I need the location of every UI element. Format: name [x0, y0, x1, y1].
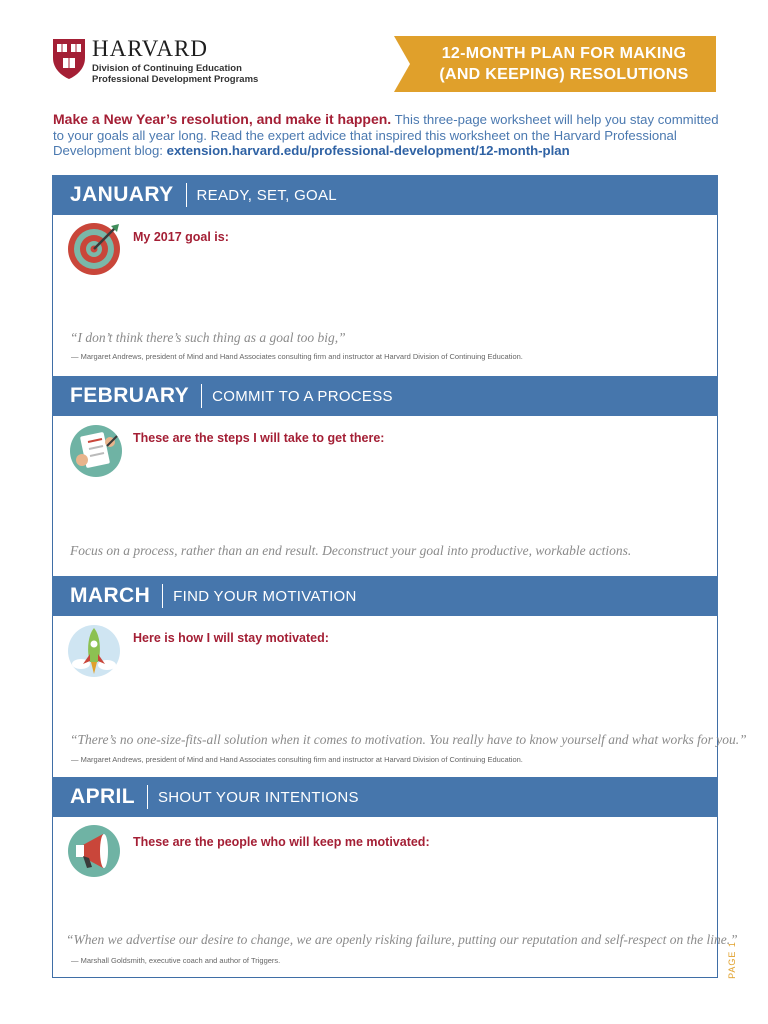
march-attribution: — Margaret Andrews, president of Mind and Hand Associates consulting firm and instructor at Harvard Division of Continuing Education. — [71, 755, 523, 764]
motivation-prompt: Here is how I will stay motivated: — [133, 631, 329, 645]
month-divider — [162, 584, 163, 608]
month-header-january — [52, 175, 718, 215]
intro-body: This three-page worksheet will help you stay committed to your goals all year long. Read the expert advice that inspired this worksheet on the Harvard Professional Development blog: — [53, 112, 719, 158]
banner-notch — [394, 36, 410, 92]
logo-subtitle-2: Professional Development Programs — [92, 74, 259, 85]
month-header-april — [52, 777, 718, 817]
goal-prompt: My 2017 goal is: — [133, 230, 229, 244]
month-divider — [186, 183, 187, 207]
month-header-february — [52, 376, 718, 416]
checklist-icon — [69, 424, 123, 478]
month-divider — [201, 384, 202, 408]
intro-lead: Make a New Year’s resolution, and make it happen. — [53, 111, 392, 127]
february-quote: Focus on a process, rather than an end result. Deconstruct your goal into productive, workable actions. — [70, 543, 632, 558]
january-attribution: — Margaret Andrews, president of Mind and Hand Associates consulting firm and instructor at Harvard Division of Continuing Education. — [71, 352, 523, 361]
people-prompt: These are the people who will keep me motivated: — [133, 835, 430, 849]
rocket-icon — [67, 624, 121, 678]
blog-link[interactable]: extension.harvard.edu/professional-development/12-month-plan — [166, 143, 570, 158]
month-name: JANUARY — [70, 183, 174, 206]
target-icon — [67, 222, 121, 276]
page-number — [724, 941, 738, 980]
month-name: FEBRUARY — [70, 384, 190, 407]
steps-prompt: These are the steps I will take to get there: — [133, 431, 385, 445]
january-quote: “I don’t think there’s such thing as a goal too big,” — [70, 330, 346, 345]
logo-name: HARVARD — [92, 36, 208, 61]
month-theme: COMMIT TO A PROCESS — [212, 387, 393, 405]
month-name: MARCH — [70, 584, 151, 607]
harvard-logo — [52, 38, 258, 85]
page-title — [414, 43, 714, 85]
month-divider — [147, 785, 148, 809]
harvard-shield-icon — [52, 38, 86, 80]
month-theme: FIND YOUR MOTIVATION — [173, 587, 357, 605]
logo-subtitle-1: Division of Continuing Education — [92, 63, 242, 74]
month-header-march — [52, 576, 718, 616]
intro-paragraph — [53, 112, 721, 159]
april-quote: “When we advertise our desire to change, we are openly risking failure, putting our reputation and self-respect on the line.” — [66, 932, 738, 947]
month-theme: SHOUT YOUR INTENTIONS — [158, 788, 359, 806]
march-quote: “There’s no one-size-fits-all solution when it comes to motivation. You really have to know yourself and what works for you.” — [70, 732, 747, 747]
title-line-1: 12-MONTH PLAN FOR MAKING — [441, 45, 687, 62]
month-name: APRIL — [70, 785, 135, 808]
page-label: PAGE 1 — [726, 941, 737, 979]
title-line-2: (AND KEEPING) RESOLUTIONS — [439, 66, 689, 83]
april-attribution: — Marshall Goldsmith, executive coach and author of Triggers. — [71, 956, 281, 965]
month-theme: READY, SET, GOAL — [196, 186, 337, 204]
megaphone-icon — [67, 824, 121, 878]
